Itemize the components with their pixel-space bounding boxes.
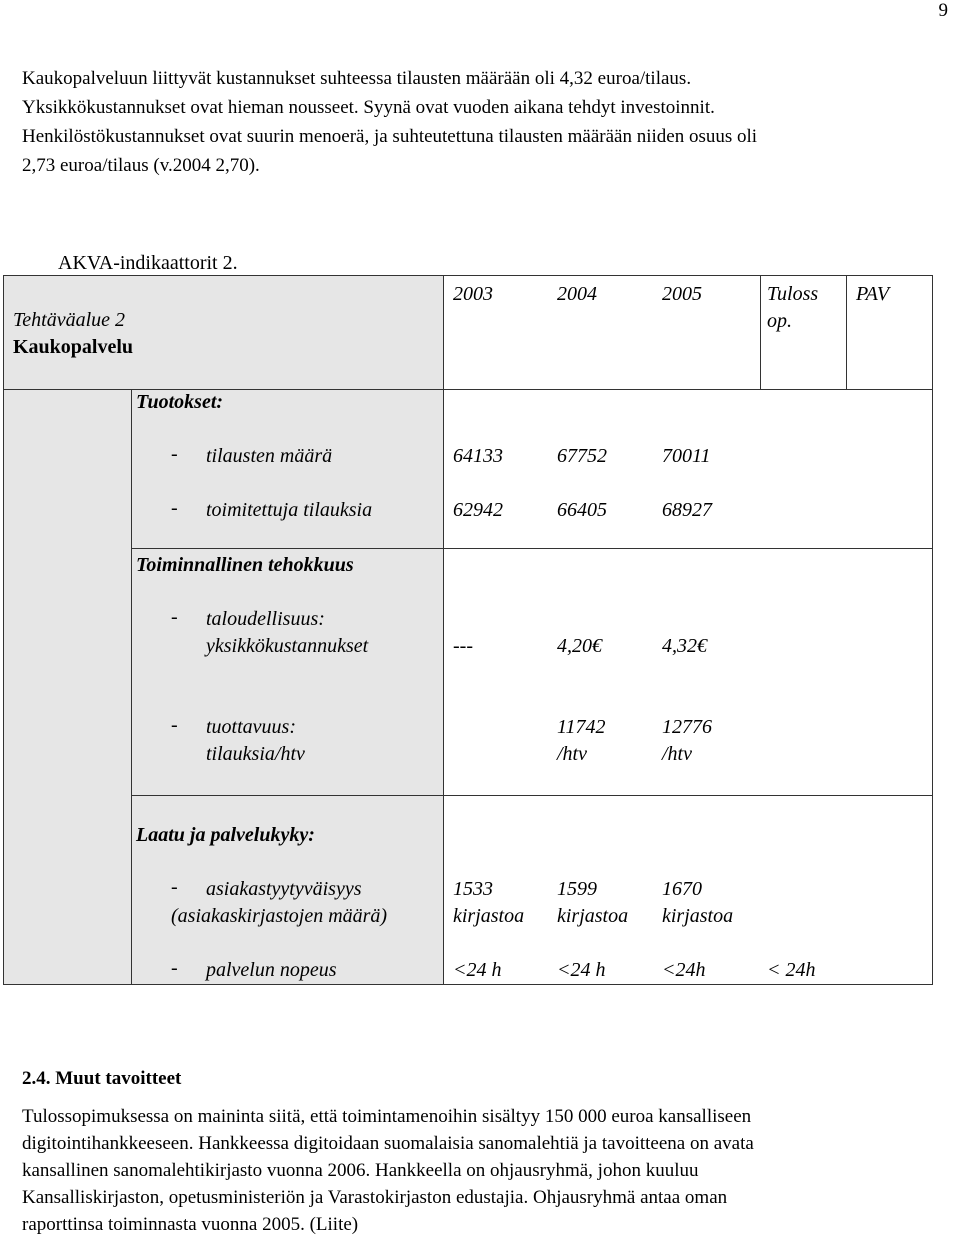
value-orders-2005: 70011 xyxy=(662,445,711,467)
paragraph-line: Kansalliskirjaston, opetusministeriön ja Varastokirjaston edustajia. Ohjausryhmä antaa oman xyxy=(22,1187,728,1208)
target-header: Tuloss xyxy=(767,283,819,305)
value-satisfaction-2004: 1599 xyxy=(557,878,597,900)
value-productivity-2005-unit: /htv xyxy=(662,743,692,765)
value-productivity-2004: 11742 xyxy=(557,716,606,738)
column-divider xyxy=(846,275,847,389)
section-divider xyxy=(131,795,933,796)
table-border-bottom xyxy=(3,984,933,985)
left-margin-shade xyxy=(3,389,131,985)
value-speed-target: < 24h xyxy=(767,959,816,981)
quality-heading: Laatu ja palvelukyky: xyxy=(136,824,315,846)
section-divider xyxy=(131,548,933,549)
value-delivered-2003: 62942 xyxy=(453,499,503,521)
value-satisfaction-2003: 1533 xyxy=(453,878,493,900)
row-dash: - xyxy=(171,876,178,898)
row-label-speed: palvelun nopeus xyxy=(206,959,337,981)
paragraph-line: kansallinen sanomalehtikirjasto vuonna 2006. Hankkeella on ohjausryhmä, johon kuuluu xyxy=(22,1160,699,1181)
row-dash: - xyxy=(171,714,178,736)
value-speed-2005: <24h xyxy=(662,959,706,981)
value-delivered-2005: 68927 xyxy=(662,499,712,521)
row-dash: - xyxy=(171,443,178,465)
value-delivered-2004: 66405 xyxy=(557,499,607,521)
row-label-unit-costs: yksikkökustannukset xyxy=(206,635,369,657)
column-divider xyxy=(131,389,132,985)
value-orders-2003: 64133 xyxy=(453,445,503,467)
value-unitcost-2004: 4,20€ xyxy=(557,635,602,657)
value-speed-2004: <24 h xyxy=(557,959,606,981)
target-header-line2: op. xyxy=(767,310,792,332)
column-divider xyxy=(760,275,761,389)
year-header-2005: 2005 xyxy=(662,283,702,305)
value-orders-2004: 67752 xyxy=(557,445,607,467)
table-border-top xyxy=(3,275,933,276)
table-border-right xyxy=(932,275,933,985)
year-header-2003: 2003 xyxy=(453,283,493,305)
pav-header: PAV xyxy=(856,283,890,305)
page-number: 9 xyxy=(938,0,948,21)
row-label-orders-per-htv: tilauksia/htv xyxy=(206,743,305,765)
value-satisfaction-2004-unit: kirjastoa xyxy=(557,905,629,927)
row-label-satisfaction: asiakastyytyväisyys xyxy=(206,878,362,900)
row-label-delivered: toimitettuja tilauksia xyxy=(206,499,373,521)
row-label-client-libraries: (asiakaskirjastojen määrä) xyxy=(171,905,388,927)
row-label-economy: taloudellisuus: xyxy=(206,608,325,630)
row-dash: - xyxy=(171,497,178,519)
value-productivity-2004-unit: /htv xyxy=(557,743,587,765)
area-label: Tehtäväalue 2 xyxy=(13,309,126,331)
paragraph-line: raporttinsa toiminnasta vuonna 2005. (Liite) xyxy=(22,1214,359,1235)
column-divider xyxy=(443,275,444,985)
value-unitcost-2003: --- xyxy=(453,635,473,657)
row-dash: - xyxy=(171,957,178,979)
outputs-heading: Tuotokset: xyxy=(136,391,224,413)
section-title: 2.4. Muut tavoitteet xyxy=(22,1068,182,1089)
section-paragraph xyxy=(22,1103,942,1238)
value-unitcost-2005: 4,32€ xyxy=(662,635,707,657)
paragraph-line: digitointihankkeeseen. Hankkeessa digitoidaan suomalaisia sanomalehtiä ja tavoitteena on avata xyxy=(22,1133,754,1154)
value-speed-2003: <24 h xyxy=(453,959,502,981)
value-satisfaction-2003-unit: kirjastoa xyxy=(453,905,525,927)
row-label-orders: tilausten määrä xyxy=(206,445,333,467)
row-label-productivity: tuottavuus: xyxy=(206,716,296,738)
intro-line: Yksikkökustannukset ovat hieman nousseet. Syynä ovat vuoden aikana tehdyt investoinnit. xyxy=(22,97,715,118)
paragraph-line: Tulossopimuksessa on maininta siitä, että toimintamenoihin sisältyy 150 000 euroa kansalliseen xyxy=(22,1106,752,1127)
intro-line: 2,73 euroa/tilaus (v.2004 2,70). xyxy=(22,155,260,176)
year-header-2004: 2004 xyxy=(557,283,597,305)
efficiency-heading: Toiminnallinen tehokkuus xyxy=(136,554,354,576)
intro-paragraph xyxy=(22,64,942,180)
intro-line: Kaukopalveluun liittyvät kustannukset suhteessa tilausten määrään oli 4,32 euroa/tilaus. xyxy=(22,68,692,89)
table-border-left xyxy=(3,275,4,985)
area-name: Kaukopalvelu xyxy=(13,336,134,358)
akva-indicator-table xyxy=(3,275,933,985)
value-productivity-2005: 12776 xyxy=(662,716,712,738)
value-satisfaction-2005: 1670 xyxy=(662,878,702,900)
intro-line: Henkilöstökustannukset ovat suurin menoerä, ja suhteutettuna tilausten määrään niiden osuus oli xyxy=(22,126,758,147)
row-dash: - xyxy=(171,606,178,628)
value-satisfaction-2005-unit: kirjastoa xyxy=(662,905,734,927)
table-caption: AKVA-indikaattorit 2. xyxy=(58,252,238,274)
